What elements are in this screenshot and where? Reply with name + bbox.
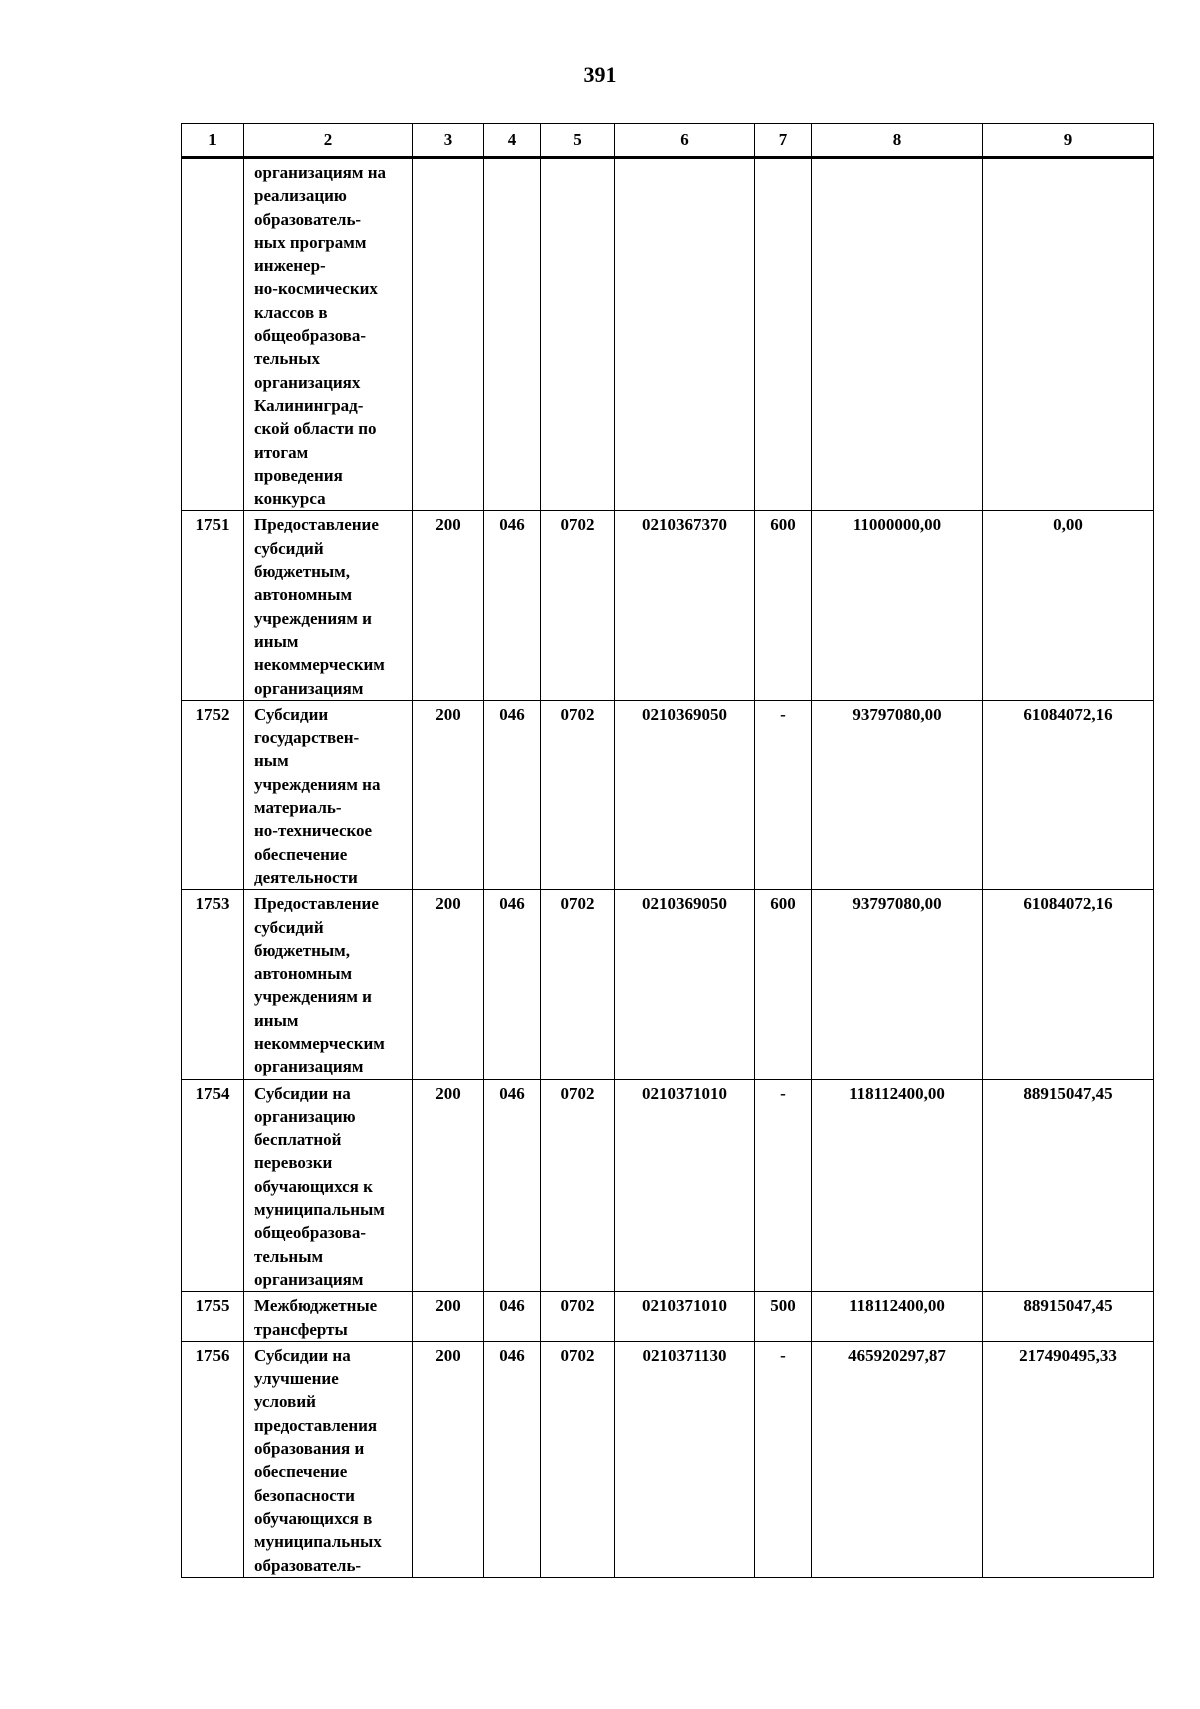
cell-col-5: 0702 [541, 890, 615, 1079]
cell-col-6: 0210369050 [615, 700, 755, 889]
cell-col-3 [413, 158, 484, 511]
budget-table [181, 123, 1154, 1578]
cell-col-8: 465920297,87 [812, 1341, 983, 1577]
column-header-8: 8 [812, 124, 983, 158]
row-name: Межбюджетные трансферты [244, 1292, 413, 1342]
row-name: Субсидии государствен- ным учреждениям на материаль- но-техническое обеспечение деятельности [244, 700, 413, 889]
row-number: 1752 [182, 700, 244, 889]
row-number [182, 158, 244, 511]
row-name: Субсидии на организацию бесплатной перевозки обучающихся к муниципальным общеобразова- тельным организациям [244, 1079, 413, 1292]
cell-col-3: 200 [413, 511, 484, 700]
cell-col-4: 046 [484, 1292, 541, 1342]
cell-col-5: 0702 [541, 700, 615, 889]
cell-col-5: 0702 [541, 1292, 615, 1342]
cell-col-3: 200 [413, 1341, 484, 1577]
cell-col-6: 0210371010 [615, 1292, 755, 1342]
cell-col-8: 118112400,00 [812, 1079, 983, 1292]
cell-col-9: 61084072,16 [983, 890, 1154, 1079]
table-row [182, 890, 1154, 1079]
cell-col-8: 118112400,00 [812, 1292, 983, 1342]
cell-col-6: 0210371010 [615, 1079, 755, 1292]
cell-col-4: 046 [484, 700, 541, 889]
table-row [182, 1341, 1154, 1577]
column-header-9: 9 [983, 124, 1154, 158]
table-row [182, 158, 1154, 511]
cell-col-3: 200 [413, 1292, 484, 1342]
row-number: 1753 [182, 890, 244, 1079]
cell-col-9: 88915047,45 [983, 1079, 1154, 1292]
cell-col-8: 93797080,00 [812, 890, 983, 1079]
cell-col-9: 61084072,16 [983, 700, 1154, 889]
cell-col-6 [615, 158, 755, 511]
cell-col-4: 046 [484, 890, 541, 1079]
cell-col-4: 046 [484, 1079, 541, 1292]
cell-col-6: 0210371130 [615, 1341, 755, 1577]
column-header-6: 6 [615, 124, 755, 158]
cell-col-7: - [755, 700, 812, 889]
cell-col-5: 0702 [541, 511, 615, 700]
cell-col-7 [755, 158, 812, 511]
page-number: 391 [583, 62, 617, 87]
cell-col-3: 200 [413, 1079, 484, 1292]
cell-col-9: 88915047,45 [983, 1292, 1154, 1342]
cell-col-3: 200 [413, 700, 484, 889]
header-row [182, 124, 1154, 158]
row-number: 1756 [182, 1341, 244, 1577]
row-number: 1751 [182, 511, 244, 700]
cell-col-5: 0702 [541, 1341, 615, 1577]
row-name: организациям на реализацию образователь- ных программ инженер- но-космических классов в общеобразова- тельных организациях Калининград- ской области по итогам проведения конкурса [244, 158, 413, 511]
row-name: Предоставление субсидий бюджетным, автономным учреждениям и иным некоммерческим организациям [244, 511, 413, 700]
row-number: 1755 [182, 1292, 244, 1342]
table-row [182, 700, 1154, 889]
column-header-1: 1 [182, 124, 244, 158]
table-row [182, 1292, 1154, 1342]
cell-col-9: 0,00 [983, 511, 1154, 700]
column-header-2: 2 [244, 124, 413, 158]
cell-col-8 [812, 158, 983, 511]
row-number: 1754 [182, 1079, 244, 1292]
cell-col-4: 046 [484, 1341, 541, 1577]
table-row [182, 1079, 1154, 1292]
cell-col-5 [541, 158, 615, 511]
row-name: Субсидии на улучшение условий предоставления образования и обеспечение безопасности обучающихся в муниципальных образователь- [244, 1341, 413, 1577]
cell-col-7: 600 [755, 890, 812, 1079]
table-header [182, 124, 1154, 158]
cell-col-7: 500 [755, 1292, 812, 1342]
cell-col-4: 046 [484, 511, 541, 700]
table-row [182, 511, 1154, 700]
cell-col-7: 600 [755, 511, 812, 700]
column-header-3: 3 [413, 124, 484, 158]
cell-col-5: 0702 [541, 1079, 615, 1292]
cell-col-6: 0210367370 [615, 511, 755, 700]
column-header-7: 7 [755, 124, 812, 158]
cell-col-3: 200 [413, 890, 484, 1079]
cell-col-8: 93797080,00 [812, 700, 983, 889]
column-header-4: 4 [484, 124, 541, 158]
cell-col-7: - [755, 1341, 812, 1577]
cell-col-8: 11000000,00 [812, 511, 983, 700]
cell-col-6: 0210369050 [615, 890, 755, 1079]
column-header-5: 5 [541, 124, 615, 158]
cell-col-4 [484, 158, 541, 511]
row-name: Предоставление субсидий бюджетным, автономным учреждениям и иным некоммерческим организациям [244, 890, 413, 1079]
cell-col-9 [983, 158, 1154, 511]
cell-col-7: - [755, 1079, 812, 1292]
cell-col-9: 217490495,33 [983, 1341, 1154, 1577]
